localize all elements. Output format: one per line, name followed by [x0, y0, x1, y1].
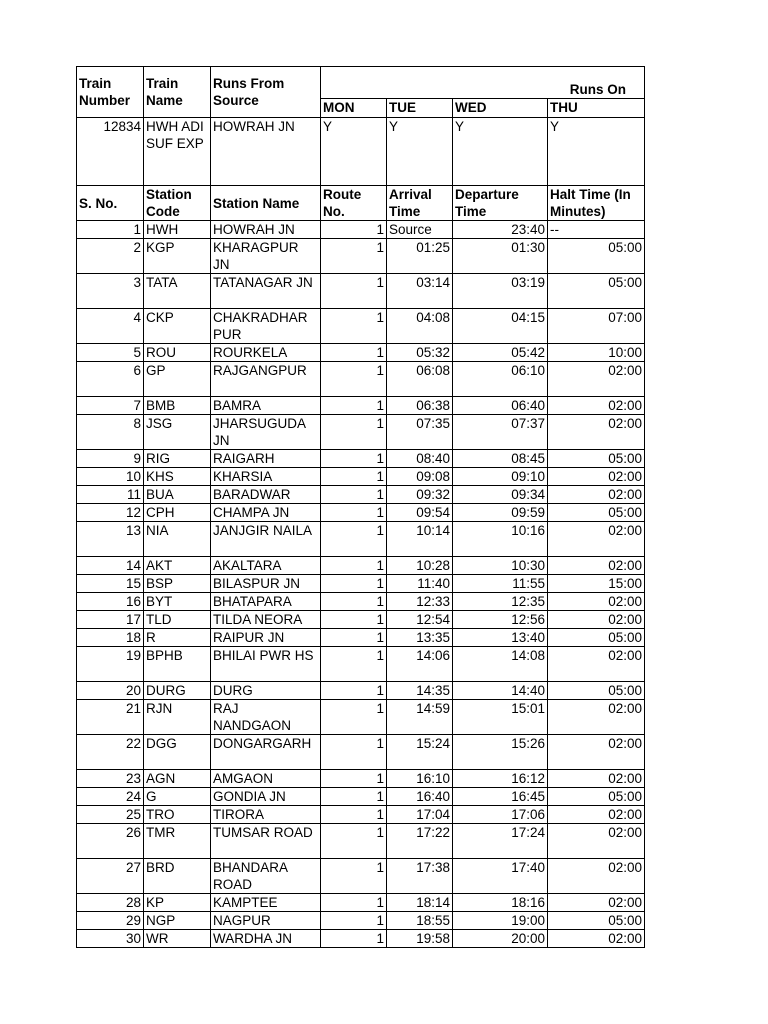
route-no: 1 — [321, 504, 387, 522]
col-route: Route No. — [321, 186, 387, 221]
station-code: BMB — [144, 397, 211, 415]
station-sno: 13 — [77, 522, 144, 557]
departure-time: 17:40 — [453, 859, 548, 894]
departure-time: 08:45 — [453, 450, 548, 468]
route-no: 1 — [321, 824, 387, 859]
table-row — [77, 309, 645, 344]
halt-time: 05:00 — [548, 788, 645, 806]
table-row — [77, 557, 645, 575]
station-name: KHARSIA — [211, 468, 321, 486]
arrival-time: 09:54 — [387, 504, 453, 522]
station-code: TRO — [144, 806, 211, 824]
table-row — [77, 700, 645, 735]
table-row — [77, 770, 645, 788]
day-tue: TUE — [387, 99, 453, 118]
station-name: RAIGARH — [211, 450, 321, 468]
station-sno: 19 — [77, 647, 144, 682]
station-name: TATANAGAR JN — [211, 274, 321, 309]
day-wed: WED — [453, 99, 548, 118]
runs-from-header: Runs From Source — [211, 67, 321, 118]
station-code: DGG — [144, 735, 211, 770]
station-sno: 27 — [77, 859, 144, 894]
departure-time: 14:08 — [453, 647, 548, 682]
departure-time: 09:59 — [453, 504, 548, 522]
train-info-row — [77, 118, 645, 186]
station-code: CPH — [144, 504, 211, 522]
halt-time: 02:00 — [548, 930, 645, 948]
halt-time: 02:00 — [548, 894, 645, 912]
halt-time: 05:00 — [548, 504, 645, 522]
halt-time: -- — [548, 221, 645, 239]
station-sno: 15 — [77, 575, 144, 593]
arrival-time: 15:24 — [387, 735, 453, 770]
runs-wed: Y — [453, 118, 548, 186]
arrival-time: 07:35 — [387, 415, 453, 450]
station-sno: 11 — [77, 486, 144, 504]
route-no: 1 — [321, 450, 387, 468]
halt-time: 02:00 — [548, 486, 645, 504]
arrival-time: 13:35 — [387, 629, 453, 647]
station-sno: 16 — [77, 593, 144, 611]
departure-time: 01:30 — [453, 239, 548, 274]
arrival-time: 17:38 — [387, 859, 453, 894]
station-sno: 4 — [77, 309, 144, 344]
train-name-header: Train Name — [144, 67, 211, 118]
table-row — [77, 522, 645, 557]
arrival-time: 18:55 — [387, 912, 453, 930]
station-name: KAMPTEE — [211, 894, 321, 912]
station-code: AKT — [144, 557, 211, 575]
station-sno: 2 — [77, 239, 144, 274]
station-code: CKP — [144, 309, 211, 344]
arrival-time: 14:59 — [387, 700, 453, 735]
route-no: 1 — [321, 930, 387, 948]
route-no: 1 — [321, 486, 387, 504]
station-name: HOWRAH JN — [211, 221, 321, 239]
station-sno: 17 — [77, 611, 144, 629]
table-row — [77, 486, 645, 504]
station-name: JHARSUGUDA JN — [211, 415, 321, 450]
station-code: AGN — [144, 770, 211, 788]
departure-time: 09:34 — [453, 486, 548, 504]
station-code: JSG — [144, 415, 211, 450]
station-name: RAIPUR JN — [211, 629, 321, 647]
table-row — [77, 593, 645, 611]
station-code: TLD — [144, 611, 211, 629]
table-row — [77, 415, 645, 450]
station-sno: 18 — [77, 629, 144, 647]
station-code: KP — [144, 894, 211, 912]
halt-time: 15:00 — [548, 575, 645, 593]
table-row — [77, 629, 645, 647]
table-row — [77, 239, 645, 274]
arrival-time: 06:38 — [387, 397, 453, 415]
station-code: RJN — [144, 700, 211, 735]
station-name: DONGARGARH — [211, 735, 321, 770]
station-name: RAJGANGPUR — [211, 362, 321, 397]
station-sno: 20 — [77, 682, 144, 700]
runs-on-header: Runs On — [321, 67, 645, 99]
departure-time: 06:40 — [453, 397, 548, 415]
timetable-sheet — [76, 66, 644, 948]
departure-time: 05:42 — [453, 344, 548, 362]
station-name: GONDIA JN — [211, 788, 321, 806]
halt-time: 02:00 — [548, 700, 645, 735]
route-no: 1 — [321, 611, 387, 629]
route-no: 1 — [321, 397, 387, 415]
route-no: 1 — [321, 557, 387, 575]
departure-time: 23:40 — [453, 221, 548, 239]
halt-time: 05:00 — [548, 274, 645, 309]
route-no: 1 — [321, 415, 387, 450]
route-no: 1 — [321, 344, 387, 362]
arrival-time: 05:32 — [387, 344, 453, 362]
route-no: 1 — [321, 735, 387, 770]
station-name: BILASPUR JN — [211, 575, 321, 593]
table-row — [77, 647, 645, 682]
departure-time: 06:10 — [453, 362, 548, 397]
halt-time: 02:00 — [548, 557, 645, 575]
halt-time: 02:00 — [548, 806, 645, 824]
table-row — [77, 930, 645, 948]
station-sno: 5 — [77, 344, 144, 362]
table-row — [77, 221, 645, 239]
arrival-time: 17:22 — [387, 824, 453, 859]
station-name: JANJGIR NAILA — [211, 522, 321, 557]
departure-time: 14:40 — [453, 682, 548, 700]
station-code: R — [144, 629, 211, 647]
table-row — [77, 397, 645, 415]
departure-time: 18:16 — [453, 894, 548, 912]
route-no: 1 — [321, 629, 387, 647]
route-no: 1 — [321, 894, 387, 912]
station-sno: 7 — [77, 397, 144, 415]
station-name: AMGAON — [211, 770, 321, 788]
train-source: HOWRAH JN — [211, 118, 321, 186]
table-row — [77, 344, 645, 362]
halt-time: 02:00 — [548, 468, 645, 486]
halt-time: 02:00 — [548, 362, 645, 397]
table-row — [77, 894, 645, 912]
arrival-time: 14:35 — [387, 682, 453, 700]
route-no: 1 — [321, 806, 387, 824]
station-code: DURG — [144, 682, 211, 700]
halt-time: 05:00 — [548, 239, 645, 274]
departure-time: 10:16 — [453, 522, 548, 557]
table-row — [77, 682, 645, 700]
train-number: 12834 — [77, 118, 144, 186]
route-no: 1 — [321, 239, 387, 274]
halt-time: 02:00 — [548, 522, 645, 557]
arrival-time: 12:54 — [387, 611, 453, 629]
day-thu: THU — [548, 99, 645, 118]
station-sno: 14 — [77, 557, 144, 575]
station-sno: 25 — [77, 806, 144, 824]
station-name: AKALTARA — [211, 557, 321, 575]
table-row — [77, 450, 645, 468]
halt-time: 02:00 — [548, 770, 645, 788]
departure-time: 13:40 — [453, 629, 548, 647]
station-code: NIA — [144, 522, 211, 557]
table-row — [77, 504, 645, 522]
station-sno: 28 — [77, 894, 144, 912]
halt-time: 07:00 — [548, 309, 645, 344]
runs-tue: Y — [387, 118, 453, 186]
halt-time: 05:00 — [548, 629, 645, 647]
station-sno: 29 — [77, 912, 144, 930]
route-no: 1 — [321, 362, 387, 397]
table-row — [77, 611, 645, 629]
station-code: WR — [144, 930, 211, 948]
station-code: BSP — [144, 575, 211, 593]
station-name: RAJ NANDGAON — [211, 700, 321, 735]
arrival-time: 10:28 — [387, 557, 453, 575]
departure-time: 12:35 — [453, 593, 548, 611]
arrival-time: 12:33 — [387, 593, 453, 611]
station-sno: 24 — [77, 788, 144, 806]
departure-time: 12:56 — [453, 611, 548, 629]
departure-time: 10:30 — [453, 557, 548, 575]
station-name: DURG — [211, 682, 321, 700]
halt-time: 02:00 — [548, 611, 645, 629]
route-no: 1 — [321, 522, 387, 557]
route-no: 1 — [321, 788, 387, 806]
train-timetable — [76, 66, 645, 948]
station-name: WARDHA JN — [211, 930, 321, 948]
station-name: TUMSAR ROAD — [211, 824, 321, 859]
station-name: NAGPUR — [211, 912, 321, 930]
station-code: NGP — [144, 912, 211, 930]
table-row — [77, 912, 645, 930]
station-name: ROURKELA — [211, 344, 321, 362]
runs-mon: Y — [321, 118, 387, 186]
col-sno: S. No. — [77, 186, 144, 221]
halt-time: 05:00 — [548, 912, 645, 930]
table-row — [77, 362, 645, 397]
departure-time: 20:00 — [453, 930, 548, 948]
route-no: 1 — [321, 700, 387, 735]
station-name: CHAMPA JN — [211, 504, 321, 522]
arrival-time: 09:32 — [387, 486, 453, 504]
arrival-time: Source — [387, 221, 453, 239]
route-no: 1 — [321, 309, 387, 344]
station-sno: 6 — [77, 362, 144, 397]
col-name: Station Name — [211, 186, 321, 221]
departure-time: 17:24 — [453, 824, 548, 859]
col-departure: Departure Time — [453, 186, 548, 221]
station-sno: 22 — [77, 735, 144, 770]
station-sno: 8 — [77, 415, 144, 450]
arrival-time: 16:10 — [387, 770, 453, 788]
station-code: BYT — [144, 593, 211, 611]
station-code: ROU — [144, 344, 211, 362]
table-row — [77, 468, 645, 486]
column-header-row — [77, 186, 645, 221]
route-no: 1 — [321, 859, 387, 894]
station-code: BRD — [144, 859, 211, 894]
table-row — [77, 788, 645, 806]
station-code: KGP — [144, 239, 211, 274]
station-sno: 3 — [77, 274, 144, 309]
station-code: BUA — [144, 486, 211, 504]
col-halt: Halt Time (In Minutes) — [548, 186, 645, 221]
route-no: 1 — [321, 468, 387, 486]
departure-time: 03:19 — [453, 274, 548, 309]
station-sno: 21 — [77, 700, 144, 735]
station-name: BARADWAR — [211, 486, 321, 504]
departure-time: 04:15 — [453, 309, 548, 344]
station-sno: 1 — [77, 221, 144, 239]
station-name: TILDA NEORA — [211, 611, 321, 629]
halt-time: 10:00 — [548, 344, 645, 362]
station-name: TIRORA — [211, 806, 321, 824]
departure-time: 09:10 — [453, 468, 548, 486]
station-code: GP — [144, 362, 211, 397]
arrival-time: 10:14 — [387, 522, 453, 557]
runs-thu: Y — [548, 118, 645, 186]
arrival-time: 19:58 — [387, 930, 453, 948]
route-no: 1 — [321, 274, 387, 309]
station-sno: 12 — [77, 504, 144, 522]
station-sno: 9 — [77, 450, 144, 468]
arrival-time: 04:08 — [387, 309, 453, 344]
route-no: 1 — [321, 770, 387, 788]
col-arrival: Arrival Time — [387, 186, 453, 221]
col-code: Station Code — [144, 186, 211, 221]
station-sno: 23 — [77, 770, 144, 788]
halt-time: 02:00 — [548, 735, 645, 770]
halt-time: 02:00 — [548, 859, 645, 894]
arrival-time: 09:08 — [387, 468, 453, 486]
departure-time: 16:45 — [453, 788, 548, 806]
day-mon: MON — [321, 99, 387, 118]
station-code: TATA — [144, 274, 211, 309]
arrival-time: 06:08 — [387, 362, 453, 397]
table-row — [77, 806, 645, 824]
route-no: 1 — [321, 575, 387, 593]
halt-time: 02:00 — [548, 415, 645, 450]
halt-time: 05:00 — [548, 450, 645, 468]
arrival-time: 03:14 — [387, 274, 453, 309]
arrival-time: 08:40 — [387, 450, 453, 468]
station-code: KHS — [144, 468, 211, 486]
halt-time: 02:00 — [548, 593, 645, 611]
station-name: BHILAI PWR HS — [211, 647, 321, 682]
train-name: HWH ADI SUF EXP — [144, 118, 211, 186]
arrival-time: 16:40 — [387, 788, 453, 806]
station-name: BAMRA — [211, 397, 321, 415]
station-sno: 30 — [77, 930, 144, 948]
station-code: RIG — [144, 450, 211, 468]
halt-time: 02:00 — [548, 824, 645, 859]
halt-time: 02:00 — [548, 397, 645, 415]
halt-time: 02:00 — [548, 647, 645, 682]
station-code: BPHB — [144, 647, 211, 682]
departure-time: 16:12 — [453, 770, 548, 788]
header-row-top — [77, 67, 645, 99]
route-no: 1 — [321, 912, 387, 930]
arrival-time: 18:14 — [387, 894, 453, 912]
arrival-time: 17:04 — [387, 806, 453, 824]
halt-time: 05:00 — [548, 682, 645, 700]
route-no: 1 — [321, 221, 387, 239]
station-name: CHAKRADHAR PUR — [211, 309, 321, 344]
departure-time: 19:00 — [453, 912, 548, 930]
station-sno: 26 — [77, 824, 144, 859]
station-code: TMR — [144, 824, 211, 859]
route-no: 1 — [321, 647, 387, 682]
table-row — [77, 575, 645, 593]
station-code: G — [144, 788, 211, 806]
table-row — [77, 274, 645, 309]
departure-time: 15:26 — [453, 735, 548, 770]
train-number-header: Train Number — [77, 67, 144, 118]
table-row — [77, 735, 645, 770]
departure-time: 07:37 — [453, 415, 548, 450]
station-sno: 10 — [77, 468, 144, 486]
station-name: KHARAGPUR JN — [211, 239, 321, 274]
route-no: 1 — [321, 682, 387, 700]
arrival-time: 14:06 — [387, 647, 453, 682]
station-name: BHANDARA ROAD — [211, 859, 321, 894]
arrival-time: 01:25 — [387, 239, 453, 274]
route-no: 1 — [321, 593, 387, 611]
departure-time: 17:06 — [453, 806, 548, 824]
table-row — [77, 824, 645, 859]
departure-time: 11:55 — [453, 575, 548, 593]
departure-time: 15:01 — [453, 700, 548, 735]
station-name: BHATAPARA — [211, 593, 321, 611]
station-code: HWH — [144, 221, 211, 239]
arrival-time: 11:40 — [387, 575, 453, 593]
table-row — [77, 859, 645, 894]
